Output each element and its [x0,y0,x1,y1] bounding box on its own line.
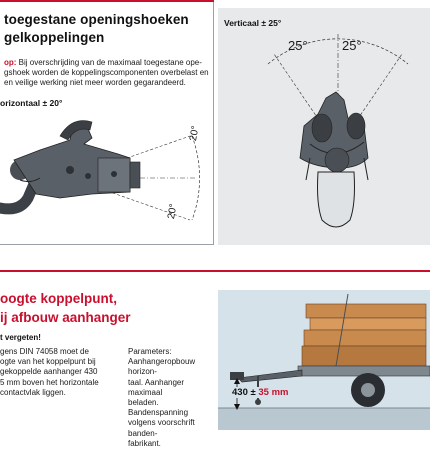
dimension-base: 430 ± [232,387,256,398]
top-accent-line [0,0,214,2]
col1-line: gekoppelde aanhanger 430 [0,367,98,377]
vertical-figure-panel [218,8,430,245]
body-line3: en veilige werking niet meer worden gegarandeerd. [4,78,186,88]
horizontal-angle-bottom: 20° [166,203,180,220]
col1-line: contactvlak liggen. [0,387,66,397]
col1-line: 5 mm boven het horizontale [0,377,99,387]
col2-line: fabrikant. [128,438,161,448]
col2-line: Parameters: [128,347,172,356]
dimension-value: 35 mm [258,387,289,398]
section2-column2 [128,347,218,449]
section1-title-line1: toegestane openingshoeken [4,12,189,27]
vertical-figure-label: Verticaal ± 25° [224,18,282,28]
col2-line: Aanhangeropbouw horizon- [128,357,196,377]
section2-column1 [0,347,124,398]
body-line1: Bij overschrijding van de maximaal toegestane ope- [18,58,202,67]
section1-body [4,58,214,89]
vertical-angle-left: 25° [288,38,308,53]
col2-line: volgens voorschrift banden- [128,418,195,438]
vertical-coupling-illustration [218,8,430,238]
coupling-height-dimension [232,387,288,398]
section2-title-line2: ij afbouw aanhanger [0,310,131,325]
trailer-illustration-panel [218,290,430,430]
col2-line: beladen. Bandenspanning [128,398,189,418]
col1-line: gens DIN 74058 moet de [0,347,89,356]
section1-title-line2: gelkoppelingen [4,30,105,45]
vertical-angle-right: 25° [342,38,362,53]
col2-line: taal. Aanhanger maximaal [128,377,185,397]
section2-title-line1: oogte koppelpunt, [0,291,117,306]
horizontal-angle-top: 20° [188,125,202,142]
horizontal-coupling-illustration [0,108,214,243]
section2-warning: t vergeten! [0,333,41,342]
col1-line: ogte van het koppelpunt bij [0,357,96,367]
horizontal-figure-label: orizontaal ± 20° [0,98,63,108]
warning-label: op: [4,58,17,67]
opening-angles-panel [0,0,214,245]
body-line2: gshoek worden de koppelingscomponenten overbelast en [4,68,209,78]
loaded-trailer-illustration [218,290,430,430]
section2-accent-line [0,270,430,272]
